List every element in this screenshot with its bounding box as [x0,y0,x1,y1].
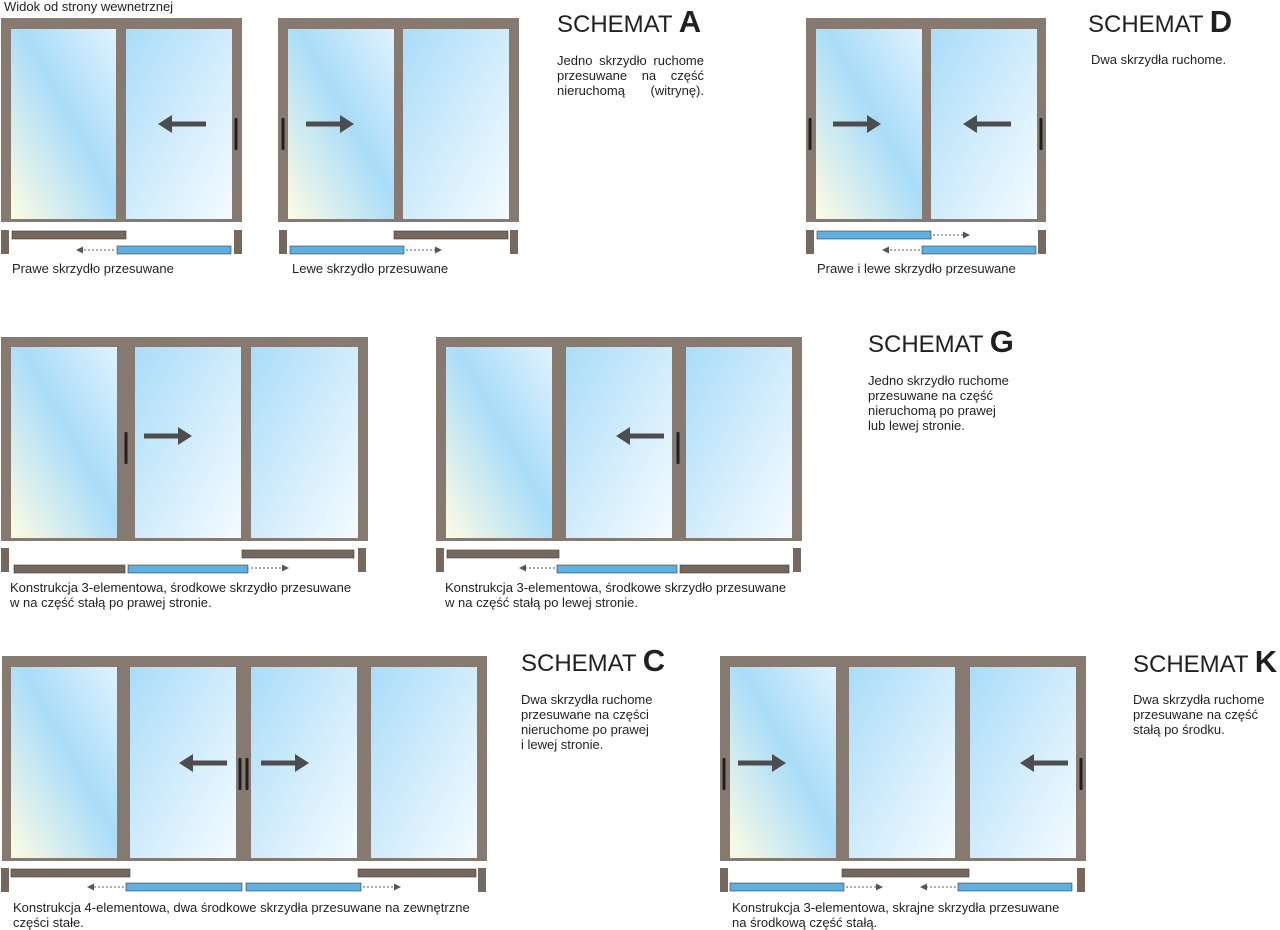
frame-post [510,230,518,254]
handle [1040,118,1043,150]
frame-post [358,548,366,572]
scheme-word: SCHEMAT [557,11,673,38]
description-line: przesuwane na część [1133,707,1259,722]
handle [677,432,680,464]
fixed-sash-bar [14,565,125,573]
fixed-sash-bar [842,869,969,877]
frame-post [793,548,801,572]
scheme-word: SCHEMAT [868,331,984,358]
scheme-letter: A [678,4,702,39]
moving-sash-bar [117,246,231,254]
handle [723,758,726,790]
moving-sash-bar [922,246,1036,254]
moving-sash-bar [730,883,844,891]
glass-pane [11,29,116,219]
scheme-word: SCHEMAT [1088,11,1204,38]
description-line: Dwa skrzydła ruchome [1133,692,1265,707]
handle [239,758,242,790]
caption-line: w na część stałą po prawej stronie. [10,595,212,610]
description-line: nieruchome po prawej [521,722,649,737]
description-line: Jedno skrzydło ruchome [868,373,1009,388]
caption-line: Prawe skrzydło przesuwane [12,261,174,276]
scheme-letter: D [1209,4,1233,39]
glass-pane [11,347,117,538]
glass-pane [446,347,552,538]
frame-post [1,548,9,572]
frame-post [806,230,814,254]
scheme-letter: G [989,324,1014,359]
description-line: nieruchomą po prawej [868,403,996,418]
moving-sash-bar [557,565,677,573]
slide-arrow-head [282,565,289,572]
glass-pane [135,347,241,538]
glass-pane [371,667,477,858]
moving-sash-bar [128,565,248,573]
frame-post [1,868,9,892]
handle [235,118,238,150]
slide-arrow-head [519,565,526,572]
caption-line: Konstrukcja 3-elementowa, środkowe skrzydło przesuwane [445,580,787,595]
description-line: Dwa skrzydła ruchome [521,692,653,707]
description-line: przesuwane na części [521,707,649,722]
scheme-word: SCHEMAT [1133,651,1249,678]
moving-sash-bar [817,231,931,239]
caption-line: Lewe skrzydło przesuwane [292,261,449,276]
fixed-sash-bar [242,550,354,558]
frame-post [436,548,444,572]
slide-arrow-head [394,884,401,891]
handle [246,758,249,790]
frame-post [1,230,9,254]
frame-post [1077,868,1085,892]
handle [809,118,812,150]
slide-arrow-head [882,247,889,254]
description-line: Jedno skrzydło ruchome [557,53,704,68]
slide-arrow-head [876,884,883,891]
description-line: stałą po środku. [1133,722,1225,737]
glass-pane [251,347,358,538]
moving-sash-bar [958,883,1072,891]
description-line: przesuwane na część [868,388,994,403]
handle [125,432,128,464]
description-line: przesuwane na część [557,68,704,83]
fixed-sash-bar [394,231,508,239]
slide-arrow-head [435,247,442,254]
slide-arrow-head [963,232,970,239]
caption-line: części stałe. [13,915,84,930]
moving-sash-bar [290,246,404,254]
frame-post [720,868,728,892]
slide-arrow-head [920,884,927,891]
caption-line: na środkową część stałą. [732,915,878,930]
fixed-sash-bar [680,565,789,573]
moving-sash-bar [246,883,361,891]
description-line: nieruchomą (witrynę). [557,83,704,98]
moving-sash-bar [126,883,242,891]
glass-pane [403,29,509,219]
description-line: Dwa skrzydła ruchome. [1091,52,1227,67]
caption-line: Konstrukcja 4-elementowa, dwa środkowe skrzydła przesuwane na zewnętrzne [13,900,470,915]
caption-line: Konstrukcja 3-elementowa, środkowe skrzydło przesuwane [10,580,352,595]
fixed-sash-bar [358,869,476,877]
fixed-sash-bar [11,869,130,877]
scheme-word: SCHEMAT [521,650,637,677]
page-label: Widok od strony wewnetrznej [4,0,174,14]
frame-post [478,868,486,892]
fixed-sash-bar [12,231,126,239]
caption-line: Prawe i lewe skrzydło przesuwane [817,261,1016,276]
frame-post [279,230,287,254]
handle [282,118,285,150]
caption-line: w na część stałą po lewej stronie. [445,595,638,610]
description-line: i lewej stronie. [521,737,604,752]
frame-post [234,230,242,254]
scheme-letter: K [1254,644,1278,679]
frame-post [1038,230,1046,254]
glass-pane [11,667,117,858]
glass-pane [849,667,955,858]
slide-arrow-head [87,884,94,891]
slide-arrow-head [76,247,83,254]
fixed-sash-bar [447,550,559,558]
glass-pane [686,347,792,538]
glass-pane [566,347,672,538]
caption-line: Konstrukcja 3-elementowa, skrajne skrzydła przesuwane [732,900,1060,915]
handle [1080,758,1083,790]
scheme-letter: C [642,643,666,678]
description-line: lub lewej stronie. [868,418,965,433]
